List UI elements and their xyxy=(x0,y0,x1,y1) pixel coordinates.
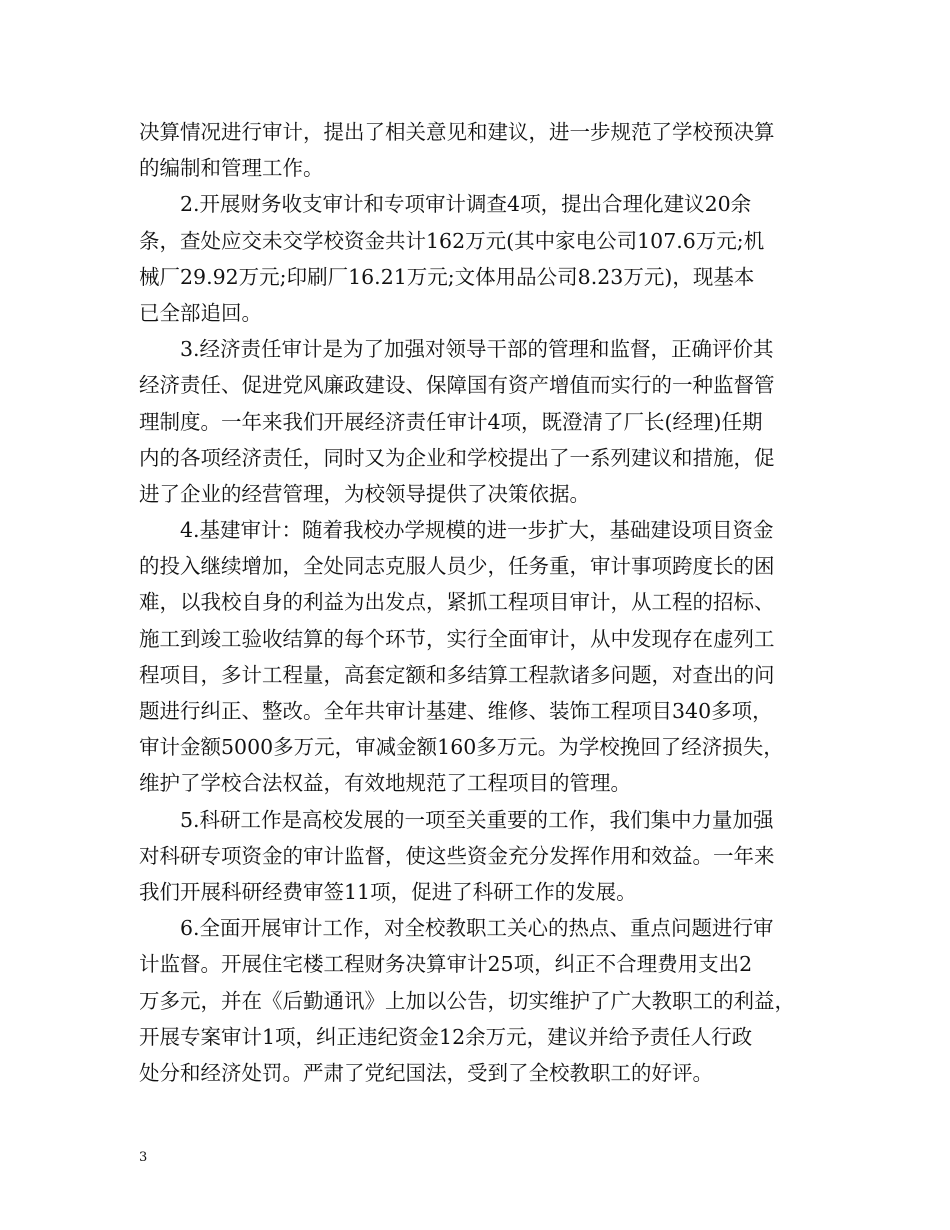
paragraph-first-line: 5.科研工作是高校发展的一项至关重要的工作，我们集中力量加强 xyxy=(180,807,774,832)
text-line: 题进行纠正、整改。全年共审计基建、维修、装饰工程项目340多项， xyxy=(139,699,773,723)
text-line: 经济责任、促进党风廉政建设、保障国有资产增值而实行的一种监督管 xyxy=(139,373,775,398)
text-line: 对科研专项资金的审计监督，使这些资金充分发挥作用和效益。一年来 xyxy=(139,843,775,868)
paragraph-first-line: 6.全面开展审计工作，对全校教职工关心的热点、重点问题进行审 xyxy=(180,916,774,941)
text-line: 程项目，多计工程量，高套定额和多结算工程款诸多问题，对查出的问 xyxy=(139,662,775,687)
text-line: 条，查处应交未交学校资金共计162万元(其中家电公司107.6万元;机 xyxy=(139,228,765,253)
text-line: 我们开展科研经费审签11项，促进了科研工作的发展。 xyxy=(139,879,637,904)
text-line: 的投入继续增加，全处同志克服人员少，任务重，审计事项跨度长的困 xyxy=(139,554,775,579)
text-line: 开展专案审计1项，纠正违纪资金12余万元，建议并给予责任人行政 xyxy=(139,1024,753,1049)
paragraph-first-line: 4.基建审计：随着我校办学规模的进一步扩大，基础建设项目资金 xyxy=(180,518,774,543)
text-line: 械厂29.92万元;印刷厂16.21万元;文体用品公司8.23万元)，现基本 xyxy=(139,264,755,289)
text-line: 内的各项经济责任，同时又为企业和学校提出了一系列建议和措施，促 xyxy=(139,445,775,470)
text-line: 维护了学校合法权益，有效地规范了工程项目的管理。 xyxy=(139,771,631,796)
text-line: 施工到竣工验收结算的每个环节，实行全面审计，从中发现存在虚列工 xyxy=(139,626,775,651)
body-text xyxy=(139,114,839,1091)
text-line: 进了企业的经营管理，为校领导提供了决策依据。 xyxy=(139,481,590,506)
text-line: 理制度。一年来我们开展经济责任审计4项，既澄清了厂长(经理)任期 xyxy=(139,409,763,434)
text-line: 万多元，并在《后勤通讯》上加以公告，切实维护了广大教职工的利益， xyxy=(139,988,795,1013)
text-line: 计监督。开展住宅楼工程财务决算审计25项，纠正不合理费用支出2 xyxy=(139,952,753,977)
page-number: 3 xyxy=(139,1150,148,1165)
paragraph-first-line: 2.开展财务收支审计和专项审计调查4项，提出合理化建议20余 xyxy=(180,192,752,217)
text-line: 难，以我校自身的利益为出发点，紧抓工程项目审计，从工程的招标、 xyxy=(139,590,775,615)
paragraph-first-line: 3.经济责任审计是为了加强对领导干部的管理和监督，正确评价其 xyxy=(180,337,774,362)
text-line: 的编制和管理工作。 xyxy=(139,156,324,181)
text-line: 审计金额5000多万元，审减金额160多万元。为学校挽回了经济损失， xyxy=(139,735,784,760)
text-line: 处分和经济处罚。严肃了党纪国法，受到了全校教职工的好评。 xyxy=(139,1060,713,1085)
text-line: 已全部追回。 xyxy=(139,300,262,325)
text-line: 决算情况进行审计，提出了相关意见和建议，进一步规范了学校预决算 xyxy=(139,120,775,144)
